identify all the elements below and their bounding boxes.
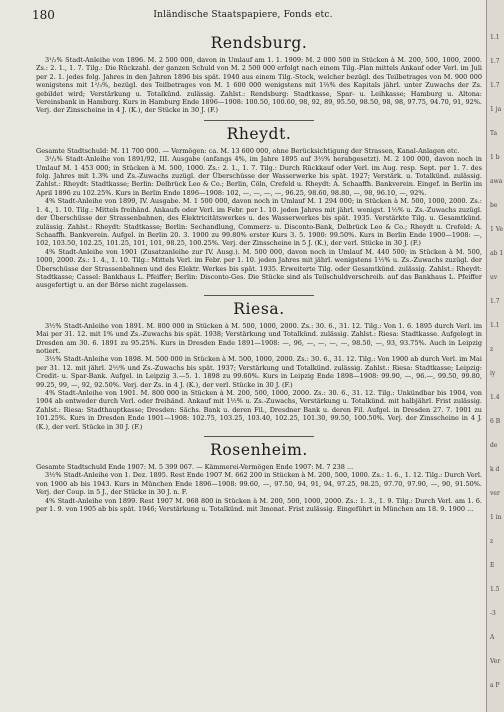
adjacent-page-fragment: a P	[490, 682, 500, 689]
section-title-rheydt: Rheydt.	[226, 124, 292, 143]
adjacent-page-fragment: 1.4	[490, 394, 500, 401]
section-paragraph: 3¹/₂% Stadt-Anleihe von 1896. M. 2 500 000, davon in Umlauf am 1. 1. 1909: M. 2 000 500 in Stücken à M. 200, 500, 1000, 2000. Zs.: 2. 1., 1. 7. Tilg.: Die Rückzahl. der ganzen Schuld von M. 2 500 000 erfolgt nach einem Tilg.-Plan mittels Ankauf oder Verl. im Juli per 2. 1. jedes folg. Jahres in den Jahren 1896 bis spät. 1940 aus einem Tilg.-Stock, welcher bezügl. des Teilbetrages von M. 900 000 wenigstens mit 1²/₃%, bezügl. des Teilbetrages von M. 1 600 000 wenigstens mit 1⅔% des Kapitals jährl. unter Zuwachs der Zs. gebildet wird; Verstärkung u. Totalkünd. zulässig. Zahlst.: Rendsburg: Stadtkasse, Spar- u. Leihkasse; Hamburg u. Altona: Vereinsbank in Hamburg. Kurs in Hamburg Ende 1896—1908: 100.50, 100.60, 98, 92, 89, 95.50, 98.50, 98, 98, 97.75, 94.70, 91, 92%. Verj. der Zinsscheine in 4 J. (K.), der Stücke in 30 J. (F.)	[36, 56, 482, 115]
section-paragraph: 4% Stadt-Anleihe von 1901. M. 800 000 in Stücken à M. 200, 500, 1000, 2000. Zs.: 30. 6., 31. 12. Tilg.: Unkündbar bis 1904, von 1904 ab entweder durch Verl. oder freihänd. Ankauf mit 1½% u. Zs.-Zuwachs, Verstärkung u. Totalkünd. mit halbjährl. Frist zulässig. Zahlst.: Riesa: Stadthauptkasse; Dresden: Sächs. Bank u. deren Fil., Dresdner Bank u. deren Fil. Aufgel. in Dresden 27. 7. 1901 zu 101.25%. Kurs in Dresden Ende 1901—1908: 102.75, 103.25, 103.40, 102.25, 101.30, 99.50, 100.50%. Verj. der Zinsscheine in 4 J. (K.), der verl. Stücke in 30 J. (F.)	[36, 389, 482, 431]
page-number: 180	[32, 8, 55, 22]
page-content	[36, 32, 482, 513]
section-paragraph: Gesamte Stadtschuld Ende 1907: M. 5 399 067. — Kämmerei-Vermögen Ende 1907: M. 7 238 ...	[36, 463, 354, 472]
section-paragraph: 3½% Stadt-Anleihe von 1891. M. 800 000 in Stücken à M. 500, 1000, 2000. Zs.: 30. 6., 31. 12. Tilg.: Von 1. 6. 1895 durch Verl. im Mai per 31. 12. mit 1% und Zs.-Zuwachs bis spät. 1938; Verstärkung und Totalkünd. zulässig. Zahlst.: Riesa: Stadtkasse. Aufgelegt in Dresden am 30. 6. 1891 zu 95.25%. Kurs in Dresden Ende 1891—1908: —, 96, —, —, —, —, 98.50, —, 93, 93.75%. Auch in Leipzig notiert.	[36, 321, 482, 355]
section-title-rendsburg: Rendsburg.	[210, 34, 308, 52]
section-paragraph: Gesamte Stadtschuld: M. 11 700 000. — Vermögen: ca. M. 13 600 000, ohne Berücksichtigung der Strassen, Kanal-Anlagen etc.	[36, 146, 460, 155]
adjacent-page-fragment: 1 ja	[490, 106, 502, 113]
adjacent-page-fragment: 1.1	[490, 322, 500, 329]
section-paragraph: 4% Stadt-Anleihe von 1899. Rest 1907 M. 968 800 in Stücken à M. 200, 500, 1000, 2000. Zs.: 1. 3., 1. 9. Tilg.: Durch Verl. am 1. 6. per 1. 9. von 1905 ab bis spät. 1946; Verstärkung u. Totalkünd. mit 3monat. Frist zulässig. Eingeführt in München am 18. 9. 1900 ...	[36, 496, 482, 514]
adjacent-page-fragment: be	[490, 202, 498, 209]
adjacent-page-fragment: awa	[490, 178, 503, 185]
adjacent-page-fragment: E	[490, 562, 495, 569]
section-title-rosenheim: Rosenheim.	[210, 441, 308, 460]
adjacent-page-fragment: 1.5	[490, 586, 500, 593]
adjacent-page-fragment: 1.1	[490, 34, 500, 41]
adjacent-page-fragment: 1.7	[490, 82, 500, 89]
adjacent-page-fragment: z	[490, 346, 494, 353]
section-divider	[204, 120, 314, 121]
adjacent-page-fragment: uv	[490, 274, 498, 281]
adjacent-page-fragment: iy	[490, 370, 496, 377]
section-title-riesa: Riesa.	[233, 299, 285, 318]
adjacent-page-fragment: 1.7	[490, 298, 500, 305]
section-paragraph: 4% Stadt-Anleihe von 1901 (Zusatzanleihe zur IV. Ausg.). M. 500 000, davon noch in Umlauf M. 440 500; in Stücken à M. 500, 1000, 2000. Zs.: 1. 4., 1. 10. Tilg.: Mittels Verl. im Febr. per 1. 10. jeden Jahres mit jährl. wenigstens 1½% u. Zs.-Zuwachs zuzügl. der Überschüsse der Strassenbahnen und des Elektr. Werkes bis spät. 1935. Erweiterte Tilg. oder Gesamtkünd. zulässig. Zahlst.: Rheydt: Stadtkasse; Cassel: Bankhaus L. Pfeiffer; Berlin: Disconto-Ges. Die Stücke sind als Teilschuldverschreib. auf das Bankhaus L. Pfeiffer ausgefertigt u. an der Börse nicht zugelassen.	[36, 247, 482, 290]
adjacent-page-fragment: z	[490, 538, 494, 545]
adjacent-page-fragment: 1 Ve	[490, 226, 504, 233]
running-title: Inländische Staatspapiere, Fonds etc.	[153, 10, 333, 20]
adjacent-page-fragment: Ta	[490, 130, 498, 137]
section-paragraph: 3½% Stadt-Anleihe von 1. Dez. 1895. Rest Ende 1907 M. 662 200 in Stücken à M. 200, 500, 1000. Zs.: 1. 6., 1. 12. Tilg.: Durch Verl. von 1900 ab bis 1943. Kurs in München Ende 1896—1908: 99.60, —, 97.50, 94, 91, 94, 97.25, 98.25, 97.70, 97.90, —, 90, 91.50%. Verj. der Coup. in 5 J., der Stücke in 30 J. n. F.	[36, 471, 482, 497]
adjacent-page-fragment: 6 B	[490, 418, 501, 425]
adjacent-page-fragment: 1.7	[490, 58, 500, 65]
section-divider	[204, 436, 314, 437]
adjacent-page-fragment: 1 b	[490, 154, 500, 161]
section-divider	[204, 295, 314, 296]
adjacent-page-fragment: de	[490, 442, 498, 449]
adjacent-page-edge	[486, 0, 504, 712]
adjacent-page-fragment: Ver	[490, 658, 501, 665]
running-header	[0, 8, 486, 22]
adjacent-page-fragment: ver	[490, 490, 500, 497]
adjacent-page-fragment: A	[490, 634, 495, 641]
adjacent-page-fragment: -3	[490, 610, 496, 617]
section-paragraph: 4% Stadt-Anleihe von 1899, IV. Ausgabe. M. 1 500 000, davon noch in Umlauf M. 1 294 000; in Stücken à M. 500, 1000, 2000. Zs.: 1. 4., 1. 10. Tilg.: Mittels freihänd. Ankaufs oder Verl. im Febr. per 1. 10. jeden Jahres mit jährl. wenigst. 1½% u. Zs.-Zuwachs zuzügl. der Überschüsse der Strassenbahnen, des Elektricitätswerkes u. des Wasserwerkes bis spät. 1935. Verstärkte Tilg. u. Gesamtkünd. zulässig. Zahlst.: Rheydt: Stadtkasse; Berlin: Sechandlung, Commerz- u. Disconto-Bank, Delbrück Leo & Co.; Rheydt u. Crefeld: A. Schaaffh. Bankverein. Aufgel. in Berlin 20. 3. 1900 zu 99.80% erster Kurs 3. 5. 1900: 99.50%. Kurs in Berlin Ende 1900—1908: —, 102, 103.50, 102.25, 101.25, 101, 101, 98.25, 100.25%. Verj. der Zinsscheine in 5 J. (K.), der verl. Stücke in 30 J. (F.)	[36, 197, 482, 248]
section-paragraph: 3½% Stadt-Anleihe von 1898. M. 500 000 in Stücken à M. 500, 1000, 2000. Zs.: 30. 6., 31. 12. Tilg.: Von 1900 ab durch Verl. im Mai per 31. 12. mit jährl. 2½% und Zs.-Zuwachs bis spät. 1937; Verstärkung und Totalkünd. zulässig. Zahlst.: Riesa: Stadtkasse; Leipzig: Credit- u. Spar-Bank. Aufgel. in Leipzig 3.—5. 1. 1898 zu 99.60%. Kurs in Leipzig Ende 1898—1908: 99.90, —, 96.—, 99.50, 99.80, 99.25, 99, —, 92, 92.50%. Verj. der Zs. in 4 J. (K.), der verl. Stücke in 30 J. (F.)	[36, 355, 482, 389]
adjacent-page-fragment: k d	[490, 466, 500, 473]
adjacent-page-fragment: 1 in	[490, 514, 502, 521]
section-paragraph: 3¹/₂% Stadt-Anleihe von 1891/92, III. Ausgabe (anfangs 4%, im Jahre 1895 auf 3½% herabgesetzt). M. 2 100 000, davon noch in Umlauf M. 1 453 000; in Stücken à M. 500, 1000. Zs.: 2. 1., 1. 7. Tilg.: Durch Rückkauf oder Verl. im Aug. resp. Sept. per 1. 7. des folg. Jahres mit 1.3% und Zs.-Zuwachs zuzügl. der Überschüsse der Wasserwerke bis spät. 1927; Verstärk. u. Totalkünd. zulässig. Zahlst.: Rheydt: Stadtkasse; Berlin: Delbrück Leo & Co.; Berlin, Cöln, Crefeld u. Rheydt: A. Schaaffh. Bankverein. Eingef. in Berlin im April 1896 zu 102.25%. Kurs in Berlin Ende 1896—1908: 102, —, —, —, —, 96.25, 98.60, 98.80, —, 98, 96.10, —, 92%.	[36, 155, 482, 197]
adjacent-page-fragment: ab 1	[490, 250, 504, 257]
